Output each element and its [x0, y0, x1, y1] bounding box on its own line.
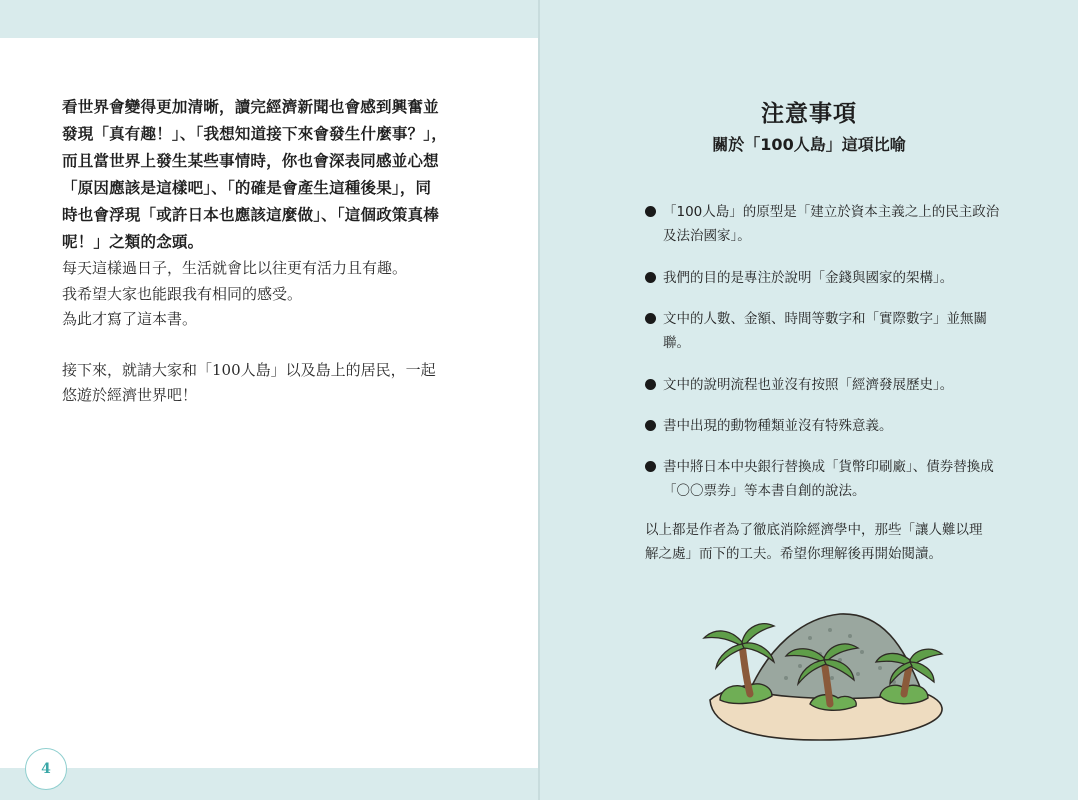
notice-title: 注意事項 — [761, 101, 857, 127]
bullet-dot-icon — [645, 313, 656, 324]
bold-line-2: 發現「真有趣！」、「我想知道接下來會發生什麼事？」， — [62, 125, 447, 143]
notice-item-line: 聯。 — [663, 335, 690, 351]
bullet-dot-icon — [645, 420, 656, 431]
notice-item — [645, 373, 1025, 414]
left-page — [0, 38, 538, 768]
closing-line-2: 悠遊於經濟世界吧！ — [62, 386, 198, 404]
plain-line-2: 我希望大家也能跟我有相同的感受。 — [62, 284, 303, 303]
notice-item — [645, 266, 1025, 307]
notice-item-line: 「100人島」的原型是「建立於資本主義之上的民主政治 — [663, 204, 1000, 220]
notice-item — [645, 200, 1025, 266]
notice-item — [645, 414, 1025, 455]
notice-item-line: 文中的說明流程也並沒有按照「經濟發展歷史」。 — [663, 377, 954, 393]
notice-item-line: 文中的人數、金額、時間等數字和「實際數字」並無關 — [663, 311, 987, 327]
closing-note-line: 以上都是作者為了徹底消除經濟學中，那些「讓人難以理 — [645, 522, 983, 538]
bullet-dot-icon — [645, 379, 656, 390]
closing-note — [645, 518, 1025, 566]
notice-item-line: 我們的目的是專注於說明「金錢與國家的架構」。 — [663, 270, 954, 286]
plain-line-1: 每天這樣過日子，生活就會比以往更有活力且有趣。 — [62, 259, 408, 277]
bold-line-5: 時也會浮現「或許日本也應該這麼做」、「這個政策真棒 — [62, 206, 440, 224]
bullet-dot-icon — [645, 206, 656, 217]
closing-note-line: 解之處」而下的工夫。希望你理解後再開始閱讀。 — [645, 546, 942, 562]
paragraph-gap — [62, 333, 462, 358]
bullet-dot-icon — [645, 272, 656, 283]
notice-subtitle: 關於「100人島」這項比喻 — [712, 135, 906, 154]
bullet-dot-icon — [645, 461, 656, 472]
notice-item-line: 書中將日本中央銀行替換成「貨幣印刷廠」、債券替換成 — [663, 459, 994, 475]
left-body-text — [62, 94, 462, 409]
bold-line-1: 看世界會變得更加清晰，讀完經濟新聞也會感到興奮並 — [62, 98, 439, 116]
notice-item-line: 書中出現的動物種類並沒有特殊意義。 — [663, 418, 893, 434]
right-page — [540, 0, 1078, 800]
notice-item-line: 及法治國家」。 — [663, 228, 751, 244]
notice-item — [645, 307, 1025, 373]
page-number-badge: 4 — [25, 748, 67, 790]
notice-list — [645, 200, 1025, 521]
bold-line-6: 呢！」之類的念頭。 — [62, 233, 204, 251]
closing-line-1: 接下來，就請大家和「100人島」以及島上的居民，一起 — [62, 360, 436, 379]
bold-line-3: 而且當世界上發生某些事情時，你也會深表同感並心想 — [62, 152, 439, 170]
notice-item-line: 「〇〇票券」等本書自創的說法。 — [663, 483, 866, 499]
island-illustration-icon — [690, 608, 950, 752]
plain-line-3: 為此才寫了這本書。 — [62, 310, 198, 328]
bold-line-4: 「原因應該是這樣吧」、「的確是會產生這種後果」，同 — [62, 179, 432, 197]
notice-item — [645, 455, 1025, 521]
